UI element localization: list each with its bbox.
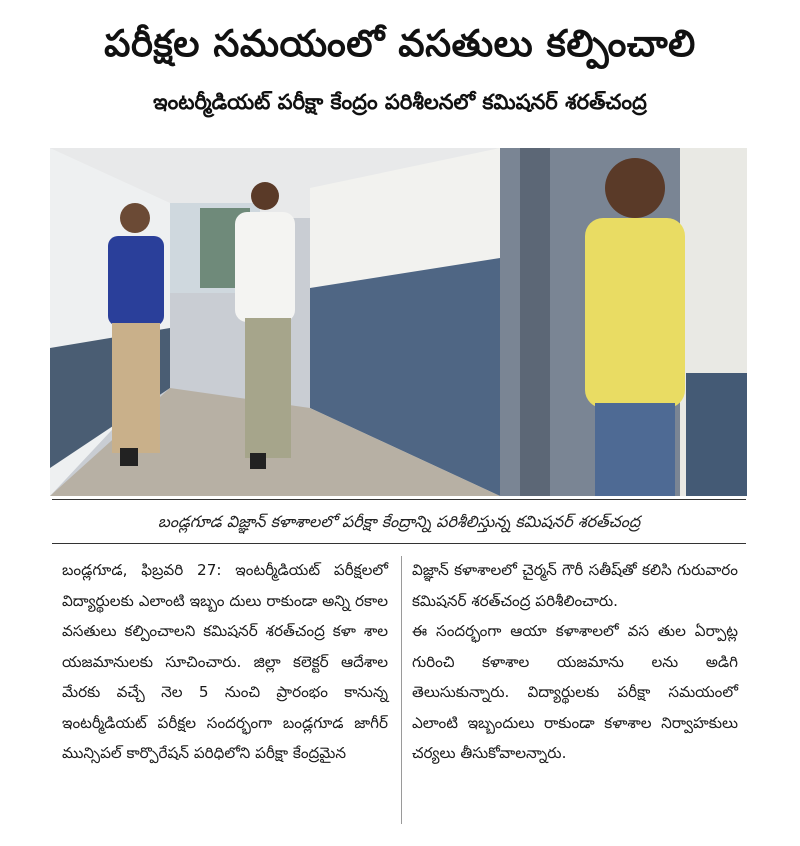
headline: పరీక్షల సమయంలో వసతులు కల్పించాలి <box>104 22 696 65</box>
caption-bottom-rule <box>52 543 746 544</box>
article-paragraph-3: ఈ సందర్భంగా ఆయా కళాశాలలో వస తుల ఏర్పాట్ల గురించి కళాశాల యజమాను లను అడిగి తెలుసుకున్నారు. విద్యార్థులకు పరీక్షా సమయంలో ఎలాంటి ఇబ్బందులు రాకుండా కళాశాల నిర్వాహకులు చర్యలు తీసుకోవాలన్నారు. <box>412 622 738 762</box>
article-paragraph-1: బండ్లగూడ, ఫిబ్రవరి 27: ఇంటర్మీడియట్ పరీక్షలలో విద్యార్థులకు ఎలాంటి ఇబ్బం దులు రాకుండా అన్ని రకాల వసతులు కల్పించాలని కమిషనర్ శరత్‌చంద్ర కళా శాల యజమానులకు సూచించారు. జిల్లా కలెక్టర్ ఆదేశాల మేరకు వచ్చే నెల 5 నుంచి ప్రారంభం కానున్న ఇంటర్మీడియట్ పరీక్షల సందర్భంగా బండ్లగూడ జాగీర్ మున్సిపల్ కార్పొరేషన్ పరిధిలోని పరీక్షా కేంద్రమైన <box>62 561 388 762</box>
article-paragraph-2: విజ్ఞాన్ కళాశాలలో చైర్మన్ గౌరీ సతీష్‌తో కలిసి గురువారం కమిషనర్ శరత్‌చంద్ర పరిశీలించారు. <box>412 561 738 610</box>
news-photo <box>50 148 747 496</box>
caption-top-rule <box>52 499 746 500</box>
article-column-left <box>62 555 388 825</box>
column-divider <box>401 556 402 824</box>
photo-image <box>50 148 747 496</box>
photo-caption: బండ్లగూడ విజ్ఞాన్ కళాశాలలో పరీక్షా కేంద్రాన్ని పరిశీలిస్తున్న కమిషనర్ శరత్‌చంద్ర <box>157 512 641 531</box>
article-column-right <box>412 555 738 825</box>
subheadline: ఇంటర్మీడియట్ పరీక్షా కేంద్రం పరిశీలనలో కమిషనర్ శరత్‌చంద్ర <box>153 90 647 114</box>
